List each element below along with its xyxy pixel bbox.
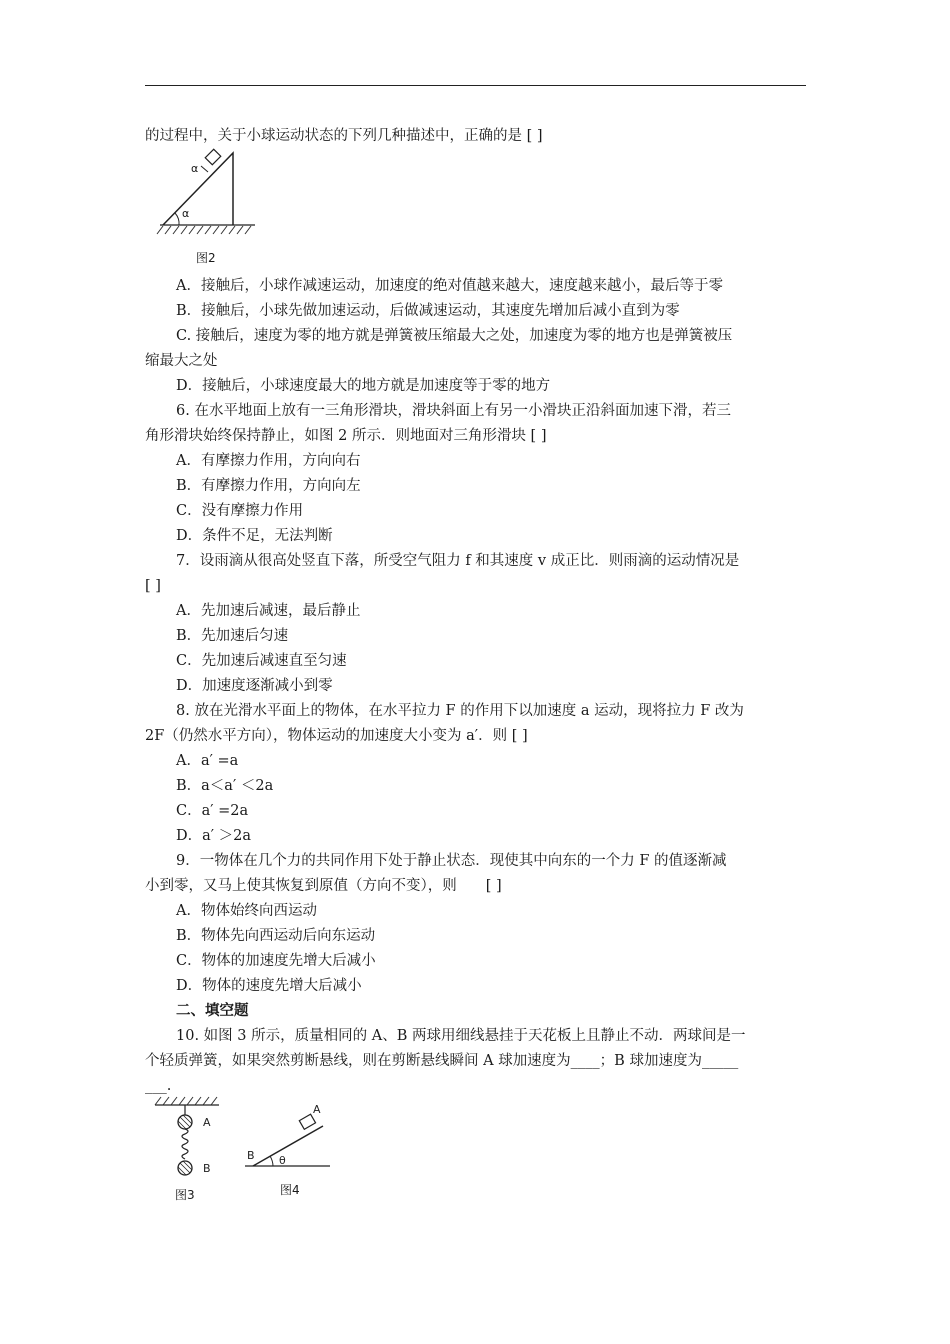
q5-option-a: A．接触后，小球作减速运动，加速度的绝对值越来越大，速度越来越小，最后等于零 bbox=[176, 278, 723, 294]
q5-option-b: B．接触后，小球先做加速运动，后做减速运动，其速度先增加后减小直到为零 bbox=[176, 303, 680, 319]
q7-option-b: B．先加速后匀速 bbox=[176, 628, 289, 644]
q10-stem-cont: 个轻质弹簧，如果突然剪断悬线，则在剪断悬线瞬间 A 球加速度为____；B 球加速度为_____ bbox=[145, 1053, 739, 1069]
q5-option-c: C. 接触后，速度为零的地方就是弹簧被压缩最大之处，加速度为零的地方也是弹簧被压 bbox=[176, 328, 733, 344]
fig3-label-a: A bbox=[203, 1116, 211, 1129]
figure-2-caption: 图2 bbox=[196, 251, 216, 265]
fig2-alpha-bottom: α bbox=[182, 207, 190, 220]
q7-stem: 7．设雨滴从很高处竖直下落，所受空气阻力 f 和其速度 v 成正比．则雨滴的运动情况是 bbox=[176, 553, 740, 569]
q6-option-b: B．有摩擦力作用，方向向左 bbox=[176, 478, 361, 494]
q6-stem: 6. 在水平地面上放有一三角形滑块，滑块斜面上有另一小滑块正沿斜面加速下滑，若三 bbox=[176, 403, 731, 419]
fig4-theta: θ bbox=[279, 1154, 286, 1167]
figure-2-incline bbox=[155, 150, 260, 245]
q6-option-c: C．没有摩擦力作用 bbox=[176, 503, 304, 519]
section-heading-fill-in: 二、填空题 bbox=[176, 1002, 249, 1019]
q9-option-b: B．物体先向西运动后向东运动 bbox=[176, 928, 376, 944]
q8-stem: 8. 放在光滑水平面上的物体，在水平拉力 F 的作用下以加速度 a 运动，现将拉力 F 改为 bbox=[176, 703, 744, 719]
q7-option-a: A．先加速后减速，最后静止 bbox=[176, 603, 361, 619]
q9-option-c: C．物体的加速度先增大后减小 bbox=[176, 953, 376, 969]
q8-option-d: D．a′ ＞2a bbox=[176, 828, 252, 844]
figure-4-caption: 图4 bbox=[280, 1183, 300, 1197]
header-rule bbox=[145, 85, 806, 86]
q9-stem: 9．一物体在几个力的共同作用下处于静止状态．现使其中向东的一个力 F 的值逐渐减 bbox=[176, 853, 727, 869]
q9-stem-cont: 小到零，又马上使其恢复到原值（方向不变），则 [ ] bbox=[145, 878, 502, 894]
q6-stem-cont: 角形滑块始终保持静止，如图 2 所示．则地面对三角形滑块 [ ] bbox=[145, 428, 547, 444]
fig2-alpha-top: α bbox=[191, 162, 199, 175]
fig4-label-b: B bbox=[247, 1149, 255, 1162]
q6-option-a: A．有摩擦力作用，方向向右 bbox=[176, 453, 361, 469]
q8-stem-cont: 2F（仍然水平方向），物体运动的加速度大小变为 a′．则 [ ] bbox=[145, 728, 528, 744]
q5-option-c-cont: 缩最大之处 bbox=[145, 353, 218, 369]
figure-4-incline-blocks bbox=[243, 1103, 333, 1173]
q7-option-c: C．先加速后减速直至匀速 bbox=[176, 653, 347, 669]
q10-stem-end: ___. bbox=[145, 1078, 172, 1094]
q8-option-c: C．a′ =2a bbox=[176, 803, 249, 819]
q9-option-d: D．物体的速度先增大后减小 bbox=[176, 978, 362, 994]
figure-3-spring-balls bbox=[153, 1093, 223, 1193]
q7-option-d: D．加速度逐渐减小到零 bbox=[176, 678, 333, 694]
q9-option-a: A．物体始终向西运动 bbox=[176, 903, 317, 919]
figure-3-caption: 图3 bbox=[175, 1188, 195, 1202]
fig4-label-a: A bbox=[313, 1103, 321, 1116]
q8-option-a: A．a′ =a bbox=[176, 753, 239, 769]
fig3-label-b: B bbox=[203, 1162, 211, 1175]
q5-option-d: D．接触后，小球速度最大的地方就是加速度等于零的地方 bbox=[176, 378, 551, 394]
q8-option-b: B．a＜a′ ＜2a bbox=[176, 778, 274, 794]
q7-stem-cont: [ ] bbox=[145, 578, 161, 594]
q10-stem: 10. 如图 3 所示，质量相同的 A、B 两球用细线悬挂于天花板上且静止不动．两球间是一 bbox=[176, 1028, 746, 1044]
question-5-stem-tail: 的过程中，关于小球运动状态的下列几种描述中，正确的是 [ ] bbox=[145, 128, 543, 144]
q6-option-d: D．条件不足，无法判断 bbox=[176, 528, 333, 544]
